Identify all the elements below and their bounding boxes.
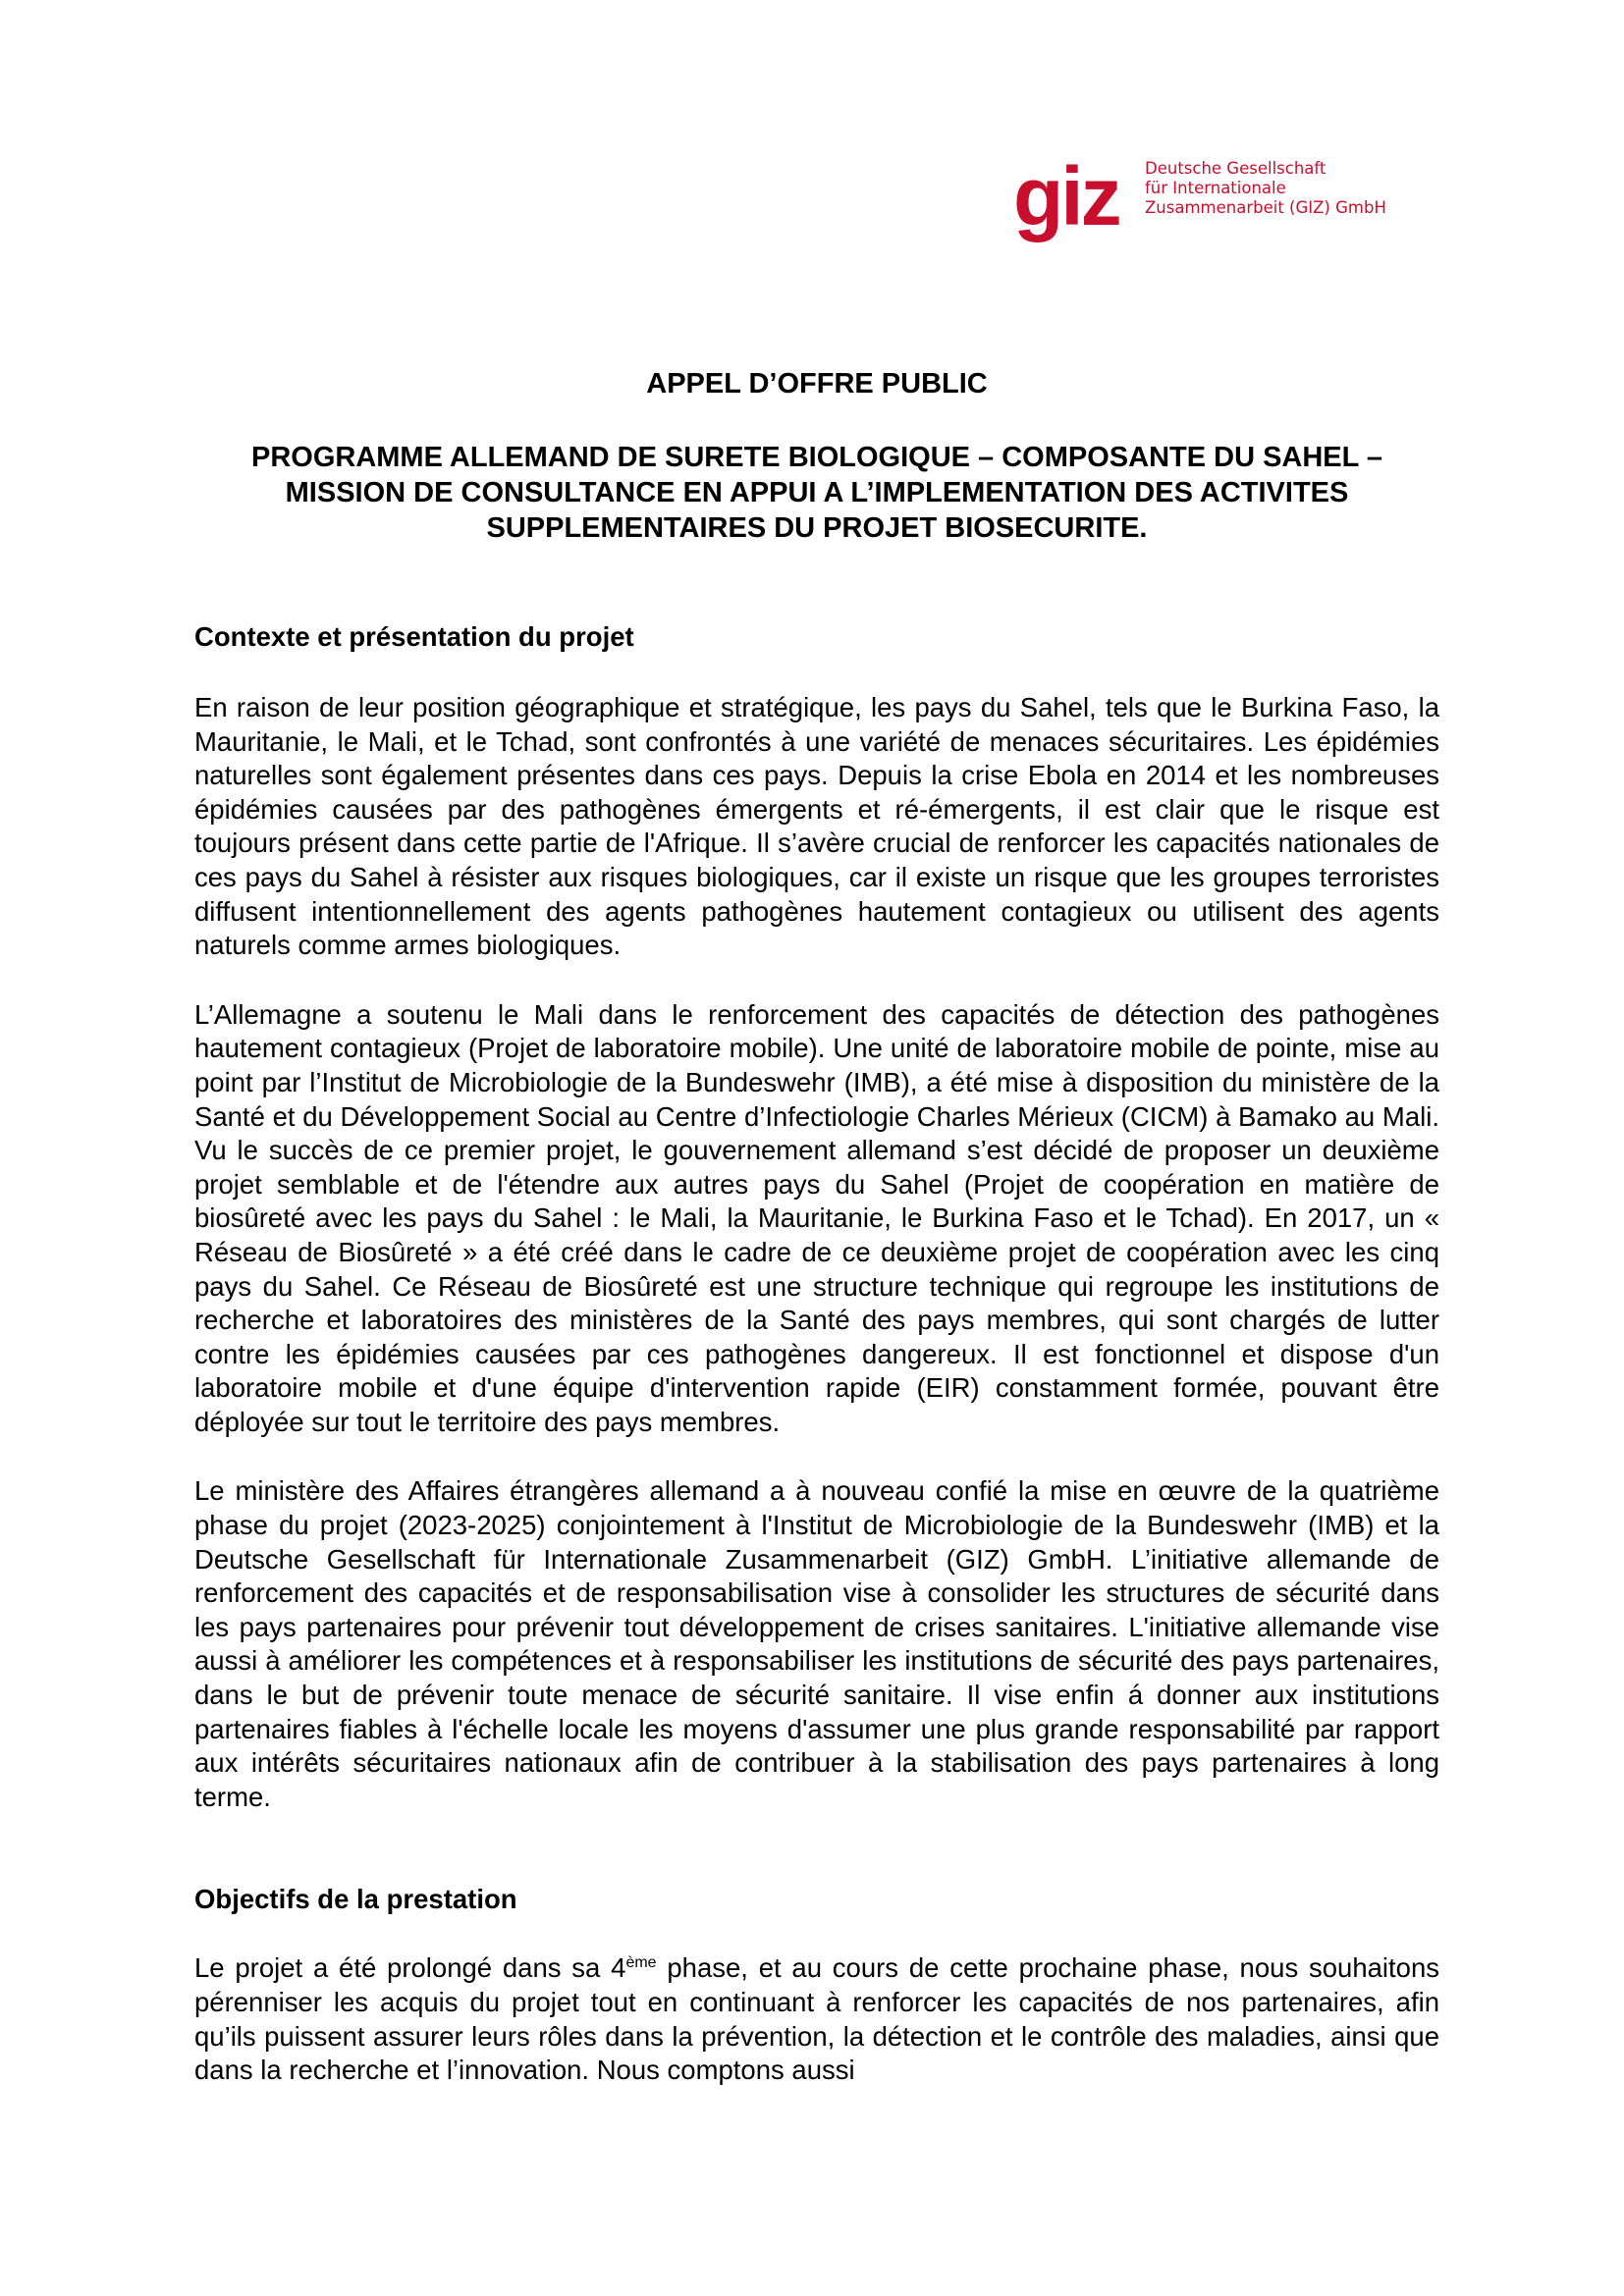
giz-logo-mark: giz (1013, 150, 1119, 242)
paragraph-context-2: L’Allemagne a soutenu le Mali dans le renforcement des capacités de détection des pathogènes hautement contagieux (Projet de laboratoire mobile). Une unité de laboratoire mobile de pointe, mise au point par l’Institut de Microbiologie de la Bundeswehr (IMB), a été mise à disposition du ministère de la Santé et du Développement Social au Centre d’Infectiologie Charles Mérieux (CICM) à Bamako au Mali. Vu le succès de ce premier projet, le gouvernement allemand s’est décidé de proposer un deuxième projet semblable et de l'étendre aux autres pays du Sahel (Projet de coopération en matière de biosûreté avec les pays du Sahel : le Mali, la Mauritanie, le Burkina Faso et le Tchad). En 2017, un « Réseau de Biosûreté » a été créé dans le cadre de ce deuxième projet de coopération avec les cinq pays du Sahel. Ce Réseau de Biosûreté est une structure technique qui regroupe les institutions de recherche et laboratoires des ministères de la Santé des pays membres, qui sont chargés de lutter contre les épidémies causées par ces pathogènes dangereux. Il est fonctionnel et dispose d'un laboratoire mobile et d'une équipe d'intervention rapide (EIR) constamment formée, pouvant être déployée sur tout le territoire des pays membres. (194, 998, 1439, 1437)
paragraph-objectives-1 (194, 1951, 1439, 2087)
section-heading-context: Contexte et présentation du projet (194, 621, 634, 652)
document-subtitle: PROGRAMME ALLEMAND DE SURETE BIOLOGIQUE – COMPOSANTE DU SAHEL – MISSION DE CONSULTANCE EN APPUI A L’IMPLEMENTATION DES ACTIVITES SUPPLEMENTAIRES DU PROJET BIOSECURITE. (250, 442, 1383, 544)
giz-logo-line-2: für Internationale (1145, 179, 1286, 197)
giz-logo-text (1145, 159, 1386, 218)
paragraph-context-1: En raison de leur position géographique et stratégique, les pays du Sahel, tels que le Burkina Faso, la Mauritanie, le Mali, et le Tchad, sont confrontés à une variété de menaces sécuritaires. Les épidémies naturelles sont également présentes dans ces pays. Depuis la crise Ebola en 2014 et les nombreuses épidémies causées par des pathogènes émergents et ré-émergents, il est clair que le risque est toujours présent dans cette partie de l'Afrique. Il s’avère crucial de renforcer les capacités nationales de ces pays du Sahel à résister aux risques biologiques, car il existe un risque que les groupes terroristes diffusent intentionnellement des agents pathogènes hautement contagieux ou utilisent des agents naturels comme armes biologiques. (194, 692, 1439, 961)
document-title: APPEL D’OFFRE PUBLIC (646, 368, 988, 400)
section-heading-objectives: Objectifs de la prestation (194, 1884, 517, 1915)
giz-logo (1013, 150, 1386, 243)
document-body (194, 367, 1439, 2088)
objectives-text-start: Le projet a été prolongé dans sa 4 (194, 1952, 626, 1984)
objectives-text-rest: phase, et au cours de cette prochaine phase, nous souhaitons pérenniser les acquis du projet tout en continuant à renforcer les capacités de nos partenaires, afin qu’ils puissent assurer leurs rôles dans la prévention, la détection et le contrôle des maladies, ainsi que dans la recherche et l’innovation. Nous comptons aussi (194, 1952, 1439, 2086)
giz-logo-line-1: Deutsche Gesellschaft (1145, 159, 1326, 178)
giz-logo-line-3: Zusammenarbeit (GIZ) GmbH (1145, 198, 1386, 217)
paragraph-context-3: Le ministère des Affaires étrangères allemand a à nouveau confié la mise en œuvre de la quatrième phase du projet (2023-2025) conjointement à l'Institut de Microbiologie de la Bundeswehr (IMB) et la Deutsche Gesellschaft für Internationale Zusammenarbeit (GIZ) GmbH. L’initiative allemande de renforcement des capacités et de responsabilisation vise à consolider les structures de sécurité dans les pays partenaires pour prévenir tout développement de crises sanitaires. L'initiative allemande vise aussi à améliorer les compétences et à responsabiliser les institutions de sécurité des pays partenaires, dans le but de prévenir toute menace de sécurité sanitaire. Il vise enfin á donner aux institutions partenaires fiables à l'échelle locale les moyens d'assumer une plus grande responsabilité par rapport aux intérêts sécuritaires nationaux afin de contribuer à la stabilisation des pays partenaires à long terme. (194, 1475, 1439, 1812)
ordinal-superscript: ème (625, 1954, 657, 1972)
